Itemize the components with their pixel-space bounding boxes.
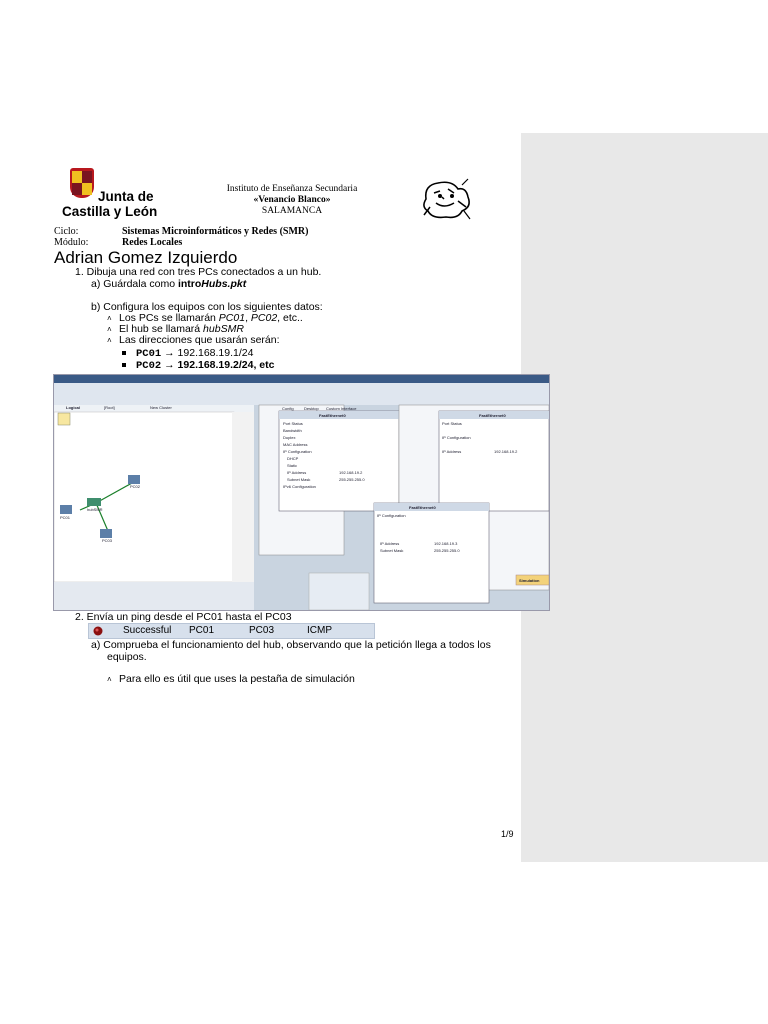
modulo-label: Módulo:: [54, 237, 89, 248]
bandwidth-1: Bandwidth: [283, 428, 302, 433]
duplex-1: Duplex: [283, 435, 296, 440]
ip-config-2: IP Configuration: [442, 435, 471, 440]
label-pc01: PC01: [60, 515, 71, 520]
port-status-2: Port Status: [442, 421, 462, 426]
item-1: 1. Dibuja una red con tres PCs conectados a un hub.: [75, 266, 322, 278]
mask-label-1: Subnet Mask: [287, 477, 311, 482]
item-1b: b) Configura los equipos con los siguientes datos:: [91, 301, 323, 313]
interface-title-1: FastEthernet0: [319, 413, 346, 418]
bullet-pc-names: ˄ Los PCs se llamarán PC01, PC02, etc..: [107, 312, 303, 324]
interface-title-3: FastEthernet0: [409, 505, 436, 510]
tab-logical: Logical: [66, 405, 81, 410]
ping-source: PC01: [189, 625, 215, 636]
item-1a-file-part2: Hubs.pkt: [201, 278, 247, 290]
ipv6-1: IPv6 Configuration: [283, 484, 316, 489]
tab-root: [Root]: [104, 405, 115, 410]
item-2a-line1: a) Comprueba el funcionamiento del hub, observando que la petición llega a todos los: [91, 639, 491, 651]
bullet-hub-name: ˄ El hub se llamará hubSMR: [107, 323, 244, 335]
institute-line2: «Venancio Blanco»: [253, 195, 331, 205]
author-name: Adrian Gomez Izquierdo: [54, 248, 238, 267]
sketch-logo-icon: [418, 177, 474, 221]
dhcp-1: DHCP: [287, 456, 299, 461]
ciclo-label: Ciclo:: [54, 226, 79, 237]
bullet-simulation: ˄ Para ello es útil que uses la pestaña de simulación: [107, 673, 355, 685]
institute-header: [197, 184, 387, 217]
ip-config-3: IP Configuration: [377, 513, 406, 518]
new-cluster: New Cluster: [150, 405, 172, 410]
arrow-bullet-icon: ˄: [107, 314, 112, 323]
arrow-bullet-icon: ˄: [107, 675, 112, 684]
ping-result-row: [88, 623, 375, 639]
institute-line3: SALAMANCA: [261, 206, 323, 216]
address-pc02: PC02 → 192.168.19.2/24, etc: [122, 359, 274, 372]
ip-label-2: IP Address: [442, 449, 462, 454]
item-2: 2. Envía un ping desde el PC01 hasta el PC03: [75, 611, 292, 623]
ping-status: Successful: [123, 625, 172, 636]
arrow-bullet-icon: ˄: [107, 325, 112, 334]
label-hub: hubSMR: [87, 507, 103, 512]
mac-1: MAC Address: [283, 442, 308, 447]
square-bullet-icon: [122, 351, 126, 355]
label-pc02: PC02: [130, 484, 141, 489]
mask-value-1: 255.255.255.0: [339, 477, 365, 482]
ip-config-1: IP Configuration: [283, 449, 312, 454]
ip-value-3: 192.168.19.3: [434, 541, 458, 546]
ip-value-1: 192.168.19.2: [339, 470, 363, 475]
ip-value-2: 192.168.19.2: [494, 449, 518, 454]
mask-value-3: 255.255.255.0: [434, 548, 460, 553]
junta-logo: [62, 168, 172, 220]
config-tab: Config: [282, 406, 294, 411]
modulo-value: Redes Locales: [122, 237, 183, 248]
bullet-addresses: ˄ Las direcciones que usarán serán:: [107, 334, 280, 346]
comment-band: [521, 133, 768, 862]
ping-destination: PC03: [249, 625, 275, 636]
page-number: 1/9: [501, 829, 514, 839]
ciclo-value: Sistemas Microinformáticos y Redes (SMR): [122, 226, 309, 237]
ping-type: ICMP: [307, 625, 332, 636]
status-dot-icon: [93, 626, 103, 636]
logo-line1: Junta de: [98, 189, 154, 204]
mask-label-3: Subnet Mask: [380, 548, 404, 553]
shield-icon: [70, 168, 94, 198]
label-pc03: PC03: [102, 538, 113, 543]
address-pc01: PC01 → 192.168.19.1/24: [122, 347, 253, 360]
ip-label-3: IP Address: [380, 541, 400, 546]
desktop-tab: Desktop: [304, 406, 319, 411]
packet-tracer-screenshot: [53, 374, 550, 611]
arrow-bullet-icon: ˄: [107, 336, 112, 345]
screenshot-collage: [54, 375, 549, 610]
port-status-1: Port Status: [283, 421, 303, 426]
simulation-label: Simulation: [519, 578, 540, 583]
square-bullet-icon: [122, 363, 126, 367]
custom-tab: Custom Interface: [326, 406, 357, 411]
logo-line2: Castilla y León: [62, 204, 158, 219]
item-1a-file-part1: intro: [177, 278, 202, 290]
institute-line1: Instituto de Enseñanza Secundaria: [226, 184, 358, 194]
interface-title-2: FastEthernet0: [479, 413, 506, 418]
item-1a-prefix: a) Guárdala como: [91, 278, 178, 290]
item-1a: [91, 278, 246, 290]
ip-label-1: IP Address: [287, 470, 307, 475]
static-1: Static: [287, 463, 298, 468]
item-2a-line2: equipos.: [107, 651, 147, 663]
